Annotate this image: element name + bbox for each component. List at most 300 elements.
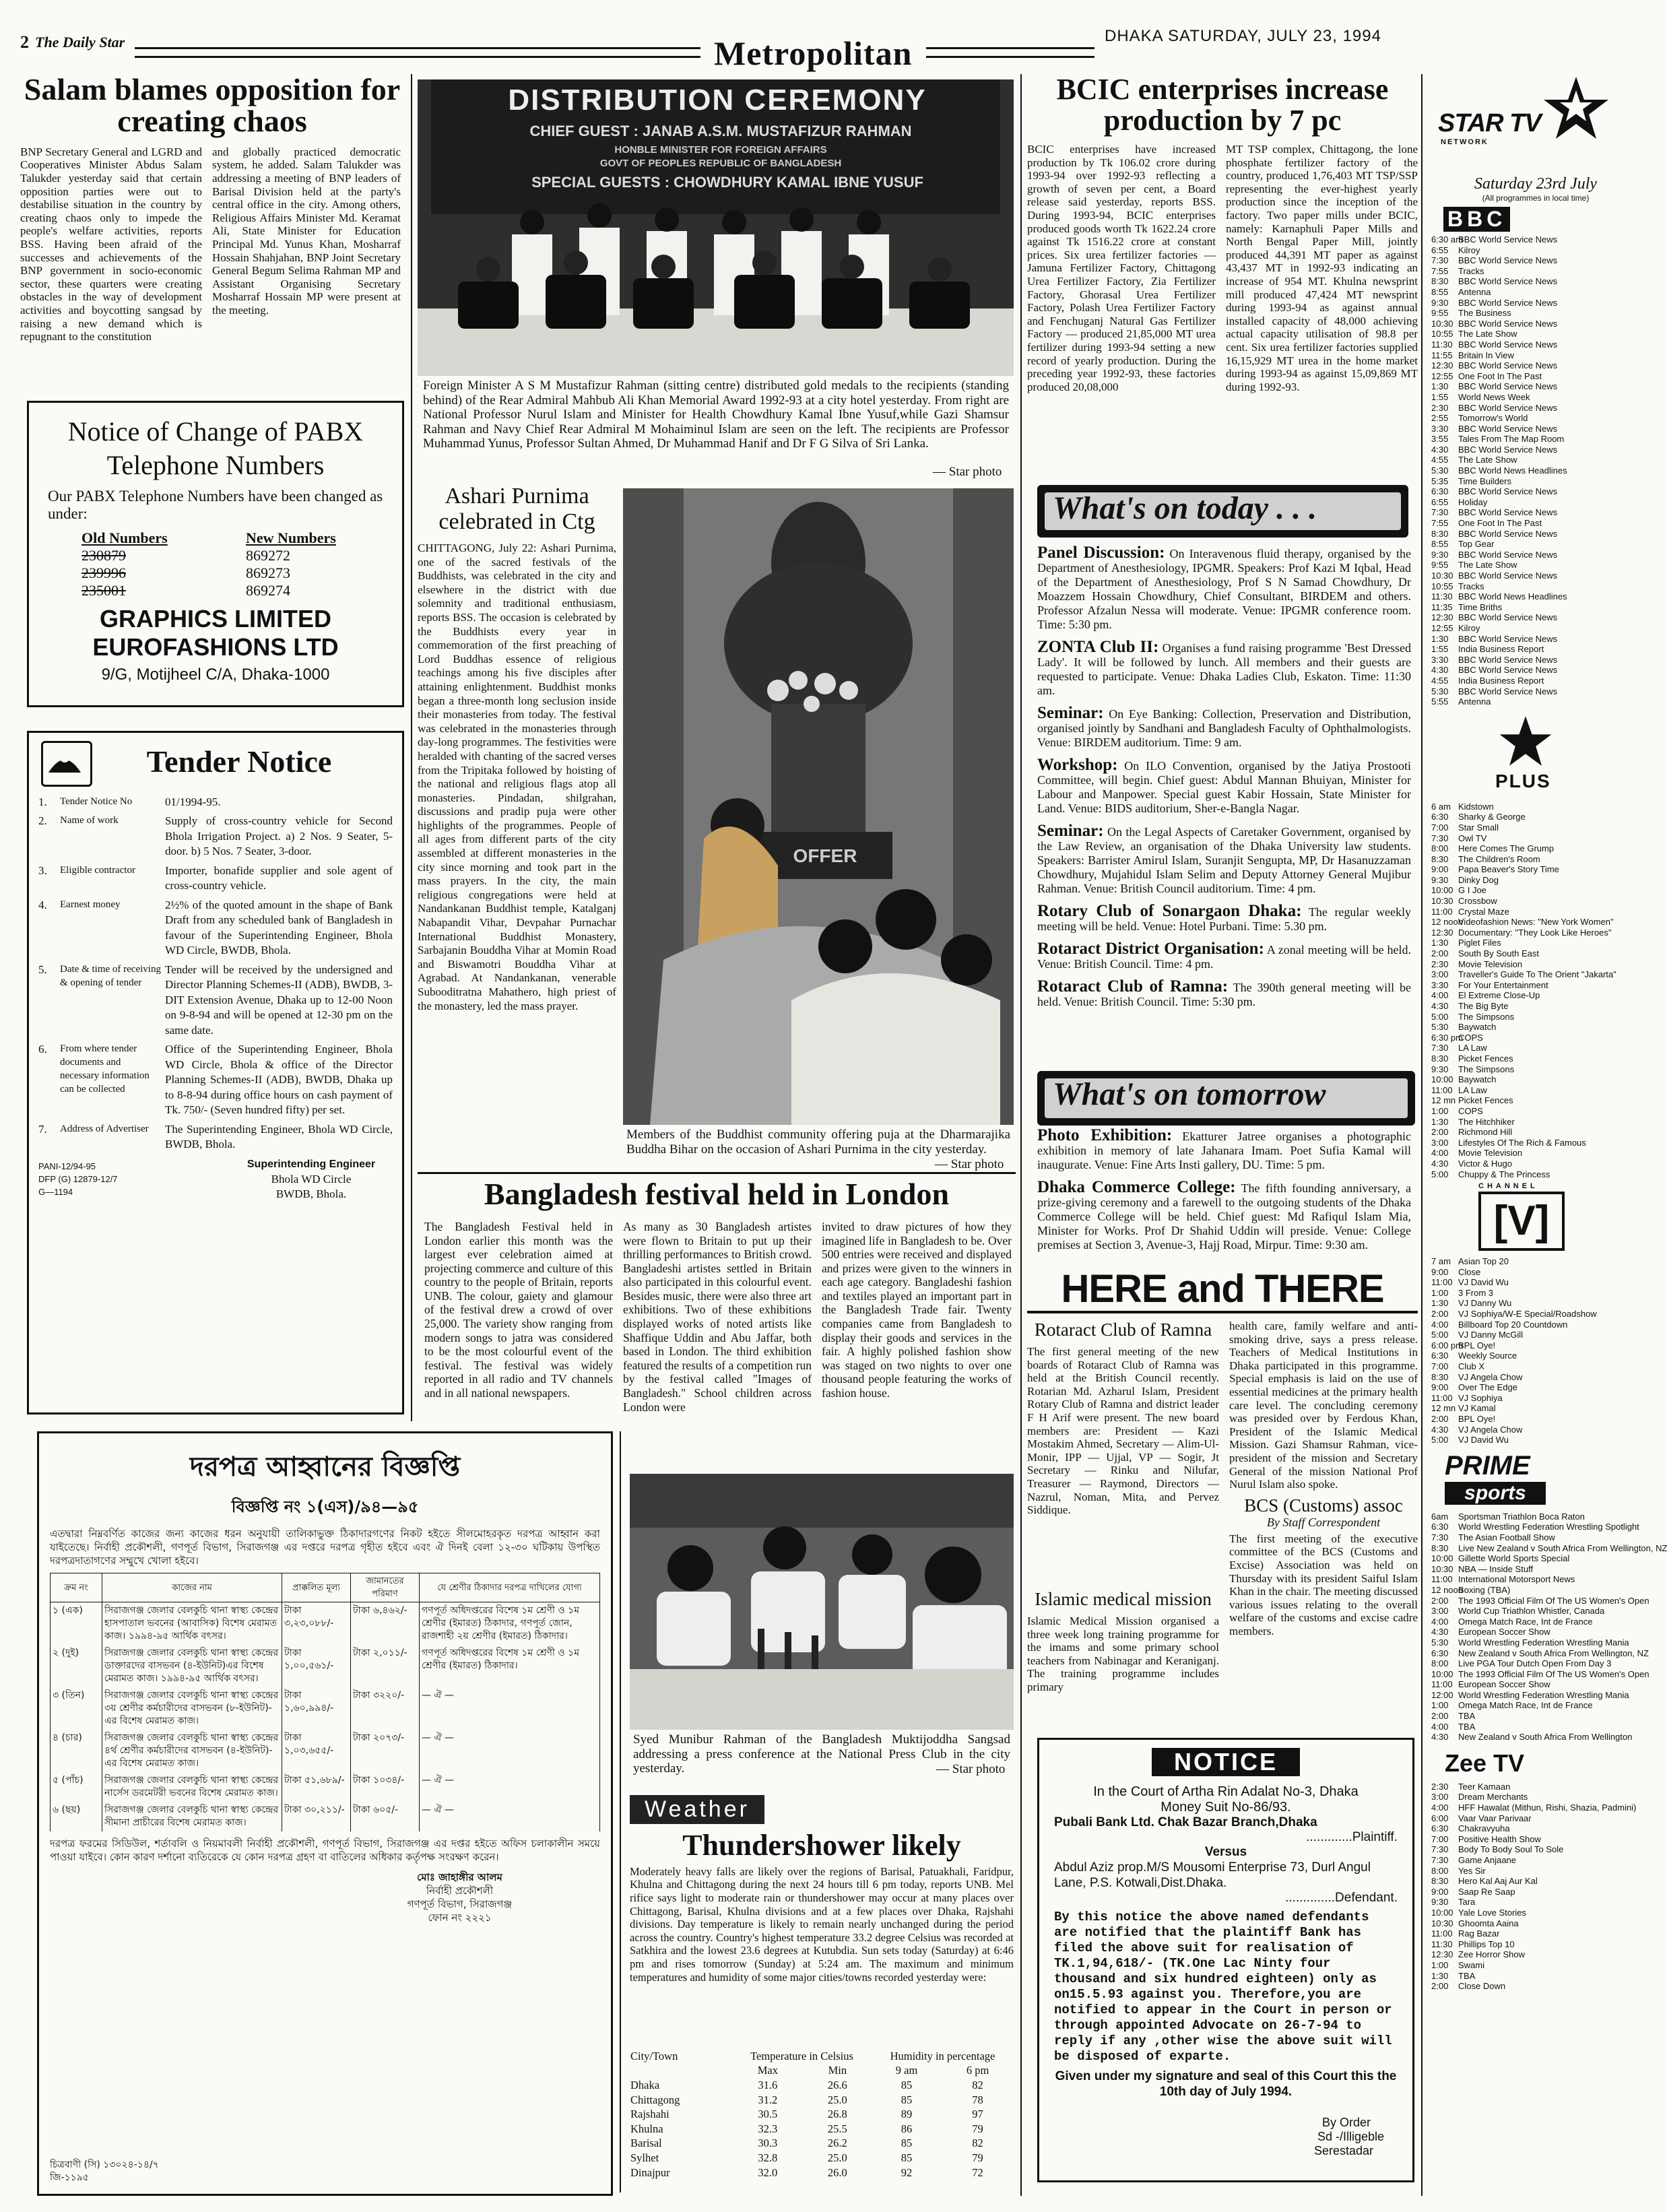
tv-programme: BBC World Service News	[1458, 276, 1558, 287]
tv-time: 5:35	[1431, 476, 1449, 486]
tv-programme: European Soccer Show	[1458, 1627, 1550, 1637]
tv-listing	[1431, 1053, 1640, 1064]
bengali-cell-n: ৩ (তিন)	[51, 1687, 102, 1730]
london-story	[418, 1179, 1016, 1453]
weather-col-temp: Temperature in Celsius	[750, 2049, 853, 2062]
bengali-cell-work: সিরাজগঞ্জ জেলার বেলকুচি থানা স্বাস্থ্য কেন্দ্রের নার্সেস ডরমেটরী ভবনের বিশেষ মেরামত কাজ।	[102, 1772, 282, 1802]
tv-time: 1:00	[1431, 1700, 1449, 1711]
tv-time: 7:00	[1431, 1361, 1449, 1372]
tv-listing	[1431, 266, 1640, 277]
tv-time: 2:00	[1431, 1981, 1449, 1992]
tv-programme: BBC World Service News	[1458, 234, 1558, 245]
tender-row-value: Tender will be received by the undersigned and Director Planning Schemes-II (ADB), BWDB, 3-DIT Extension Avenue, Dhaka up to 12-00 Noon on 9-8-94 and will be opened at 12-30 pm on the same date.	[165, 963, 393, 1037]
tender-row-num: 7.	[38, 1122, 47, 1136]
tv-programme: South By South East	[1458, 948, 1539, 959]
tv-listing	[1431, 1876, 1640, 1887]
tv-programme: Kilroy	[1458, 245, 1480, 255]
tv-programme: VJ Danny McGill	[1458, 1330, 1524, 1340]
bengali-cell-dep: টাকা ৩২২০/-	[351, 1687, 420, 1730]
tv-time: 4:00	[1431, 1802, 1449, 1813]
tv-programme: VJ Angela Chow	[1458, 1371, 1523, 1382]
tv-programme: Baywatch	[1458, 1074, 1497, 1085]
distribution-caption: Foreign Minister A S M Mustafizur Rahman (sitting centre) distributed gold medals to the recipients (standing behind) of the Rear Admiral Mahbub Ali Khan Memorial Award 1992-93 at a city hotel yesterday. From right are National Professor Nurul Islam and Minister for Health Chowdhury Kamal Ibne Yusuf,while Gazi Shamsur Rahman and Navy Chief Rear Admiral M Mohaiminul Islam are seen on the left. The recipients are Professor Muhammad Yunus, Professor Sultan Ahmed, Dr Muhammad Hanif and Dr F G Silva of Sri Lanka.	[423, 379, 1009, 451]
tv-programme: Kidstown	[1458, 801, 1494, 812]
tv-programme: Sharky & George	[1458, 812, 1526, 822]
event-name: Photo Exhibition:	[1037, 1126, 1173, 1144]
tv-time: 1:30	[1431, 1970, 1449, 1981]
bengali-signer-dept: গণপূর্ত বিভাগ, সিরাজগঞ্জ	[407, 1898, 513, 1910]
tv-programme: Star Small	[1458, 822, 1499, 833]
zee-logo: Zee TV	[1445, 1749, 1525, 1777]
tv-listing	[1431, 1085, 1640, 1096]
prime-sports: sports	[1445, 1482, 1546, 1505]
tv-listing	[1431, 980, 1640, 991]
tv-programme: Ghoomta Aaina	[1458, 1918, 1519, 1928]
islamic-body: Islamic Medical Mission organised a three week long training programme for the imams and some primary school teachers from Nabinagar and Keraniganj. The training programme includes primary	[1027, 1615, 1219, 1693]
tv-programme: BBC World Service News	[1458, 297, 1558, 308]
tv-listing	[1431, 1918, 1640, 1929]
event-name: Dhaka Commerce College:	[1037, 1178, 1236, 1196]
bengali-header: কাজের নাম	[102, 1573, 282, 1602]
rotaract-headline: Rotaract Club of Ramna	[1034, 1320, 1212, 1340]
tv-programme: BBC World Service News	[1458, 339, 1558, 350]
tv-time: 7:00	[1431, 822, 1449, 833]
bengali-cell-cost: টাকা ৫১,৬৮৯/-	[282, 1772, 351, 1802]
tv-listing	[1431, 644, 1640, 655]
prime-logo: PRIME	[1445, 1450, 1530, 1481]
tv-programme: COPS	[1458, 1032, 1483, 1043]
tender-row-label: From where tender documents and necessary information can be collected	[60, 1043, 150, 1095]
tv-listing	[1431, 948, 1640, 959]
tv-time: 7:30	[1431, 1532, 1449, 1542]
london-headline: Bangladesh festival held in London	[484, 1177, 950, 1211]
weather-cell-pm: 79	[972, 2122, 983, 2135]
tender-sign-3: BWDB, Bhola.	[275, 1187, 347, 1200]
weather-col-city: City/Town	[630, 2049, 678, 2062]
tv-time: 8:30	[1431, 1542, 1449, 1553]
tv-time: 5:30	[1431, 465, 1449, 476]
bengali-tender	[37, 1431, 613, 2196]
tv-programme: Antenna	[1458, 696, 1491, 707]
tv-listing	[1431, 1542, 1667, 1554]
tv-listing	[1431, 1564, 1640, 1575]
tender-table	[38, 793, 393, 1154]
v-schedule	[1431, 1256, 1640, 1445]
tomorrow-banner-text: What's on tomorrow	[1053, 1076, 1326, 1112]
tv-listing	[1431, 1372, 1640, 1383]
tv-time: 3:55	[1431, 434, 1449, 445]
tv-programme: Here Comes The Grump	[1458, 843, 1555, 854]
tv-listing	[1431, 591, 1640, 602]
tv-programme: Time Builders	[1458, 476, 1511, 486]
weather-cell-am: 86	[901, 2122, 913, 2135]
tv-listing	[1431, 1159, 1640, 1169]
tv-time: 5:00	[1431, 1330, 1449, 1340]
court-notice	[1037, 1738, 1414, 2182]
weather-table	[630, 2049, 1014, 2180]
tv-listing	[1431, 287, 1640, 298]
tv-programme: Yale Love Stories	[1458, 1907, 1526, 1918]
tv-programme: The 1993 Official Film Of The US Women's Open	[1458, 1668, 1649, 1679]
tv-listing	[1431, 350, 1640, 361]
tv-listing	[1431, 1532, 1640, 1543]
tv-listing	[1431, 1138, 1640, 1148]
tv-listing	[1431, 1595, 1649, 1606]
masthead	[20, 27, 1414, 72]
tender-row	[38, 896, 393, 961]
tv-programme: World Wrestling Federation Wrestling Mania	[1458, 1689, 1629, 1700]
bcic-headline: BCIC enterprises increase production by 7 pc	[1056, 73, 1389, 137]
tv-programme: The Hitchhiker	[1458, 1116, 1515, 1127]
tender-row-value: Supply of cross-country vehicle for Second Bhola Irrigation Project. a) 2 Nos. 9 Seater, 5-door. b) 5 Nos. 7 Seater, 3-door.	[165, 814, 393, 858]
bengali-cell-cost: টাকা ৩০,২১১/-	[282, 1802, 351, 1831]
tv-programme: G I Joe	[1458, 885, 1486, 896]
weather-label: Weather	[630, 1795, 764, 1824]
tv-listing	[1431, 581, 1640, 592]
tv-time: 11:30	[1431, 591, 1453, 602]
weather-section	[630, 1795, 1014, 2180]
tv-programme: Videofashion News: "New York Women"	[1458, 917, 1614, 928]
tv-programme: Top Gear	[1458, 539, 1495, 550]
tv-programme: VJ Sophiya/W-E Special/Roadshow	[1458, 1309, 1597, 1320]
star-plus-icon	[1499, 714, 1552, 768]
tv-programme: BPL Oye!	[1458, 1340, 1496, 1351]
tender-row-num: 1.	[38, 795, 47, 808]
bengali-cell-cost: টাকা ১,০০,৫৬১/-	[282, 1645, 351, 1687]
tv-listings	[1431, 74, 1667, 2196]
ashari-story	[418, 484, 616, 1229]
weather-cell-am: 85	[901, 2093, 913, 2106]
star-network: NETWORK	[1441, 138, 1489, 146]
pabx-title: Notice of Change of PABX Telephone Numbers	[67, 416, 364, 480]
tv-listing	[1431, 1668, 1649, 1680]
bcs-body: The first meeting of the executive committee of the BCS (Customs and Excise) Association was held on Thursday with its president Saiful Islam Khan in the chair. The meeting discussed various issues relating to the overall welfare of the customs and excise cadre members.	[1229, 1532, 1418, 1637]
tv-time: 9:00	[1431, 1886, 1449, 1897]
bengali-cell-cost: টাকা ১,০৩,৬৫৫/-	[282, 1730, 351, 1772]
tv-time: 6 am	[1431, 801, 1451, 812]
tv-time: 10:30	[1431, 318, 1453, 329]
tv-time: 5:30	[1431, 1637, 1449, 1648]
tv-listing	[1431, 1637, 1640, 1648]
weather-cell-max: 32.8	[758, 2151, 778, 2165]
notice-order: By Order	[1321, 2116, 1371, 2129]
tv-programme: Tracks	[1458, 581, 1484, 591]
bcic-story	[1027, 74, 1418, 480]
tender-sign-2: Bhola WD Circle	[271, 1172, 352, 1185]
event-text: A zonal meeting will be held. Venue: British Council. Time: 4 pm.	[1037, 943, 1411, 971]
tv-time: 12:30	[1431, 612, 1453, 623]
tv-programme: The Late Show	[1458, 329, 1517, 339]
tv-time: 4:00	[1431, 1616, 1449, 1627]
bengali-row	[51, 1687, 600, 1730]
bengali-cell-dep: টাকা ৬,৪৬২/-	[351, 1602, 420, 1646]
bengali-cell-dep: টাকা ২০৭৩/-	[351, 1730, 420, 1772]
tv-listing	[1431, 1834, 1640, 1845]
pabx-new-1: 869272	[246, 547, 290, 564]
plus-logo: PLUS	[1495, 770, 1551, 791]
pabx-old-3: 235001	[81, 582, 126, 599]
tv-time: 7:55	[1431, 265, 1449, 276]
tv-listing	[1431, 1169, 1640, 1180]
tv-time: 5:00	[1431, 1435, 1449, 1445]
bcic-col2: MT TSP complex, Chittagong, the lone phosphate fertilizer factory of the country, produced 1,76,403 MT TSP/SSP representing the ever-highest yearly production since the inception of the factory. Two paper mills under BCIC, namely: Karnaphuli Paper Mills and North Bengal Paper Mill, jointly produced 44,391 MT paper as against 43,437 MT in 1992-93 indicating an increase of 954 MT. Khulna newsprint mill produced 47,424 MT newsprint during 1993-94 as against annual installed capacity of 48,000 achieving actual capacity utilisation of 98.8 per cent. Six urea fertilizer factories supplied 16,15,929 MT urea in the home market during 1993-94 as against 15,09,869 MT during 1992-93.	[1226, 143, 1418, 393]
pabx-notice	[27, 401, 404, 707]
tv-time: 12 noon	[1431, 917, 1463, 928]
weather-cell-am: 92	[901, 2166, 913, 2179]
tv-listing	[1431, 1522, 1640, 1532]
tv-programme: BBC World Service News	[1458, 402, 1558, 413]
tv-listing	[1431, 1022, 1640, 1033]
event-text: On Eye Banking: Collection, Preservation and Distribution, organised jointly by Sandhani and Bangladesh Faculty of Ophthalmologists. Venue: BIRDEM auditorium. Time: 9 am.	[1037, 707, 1412, 749]
tv-listing	[1431, 339, 1640, 350]
tv-listing	[1431, 298, 1640, 308]
weather-cell-city: Dhaka	[630, 2079, 660, 2092]
tv-time: 4:30	[1431, 665, 1449, 676]
tv-listing	[1431, 371, 1640, 382]
tv-time: 2:00	[1431, 1414, 1449, 1424]
tv-listing	[1431, 854, 1640, 865]
ashari-credit: — Star photo	[935, 1157, 1004, 1171]
tv-programme: TBA	[1458, 1721, 1476, 1732]
tv-programme: VJ Kamal	[1458, 1403, 1496, 1414]
tv-listing	[1431, 1949, 1640, 1960]
tv-programme: LA Law	[1458, 1043, 1487, 1053]
tv-time: 8:00	[1431, 843, 1449, 854]
tv-listing	[1431, 518, 1640, 529]
tv-listing	[1431, 1117, 1640, 1128]
bcs-headline: BCS (Customs) assoc	[1244, 1495, 1403, 1516]
tender-row-num: 2.	[38, 814, 47, 828]
tv-programme: NBA — Inside Stuff	[1458, 1563, 1534, 1574]
tv-listing	[1431, 634, 1640, 645]
tv-listing	[1431, 413, 1640, 424]
weather-cell-min: 25.5	[827, 2122, 847, 2135]
tv-note: (All programmes in local time)	[1482, 193, 1590, 203]
tender-row	[38, 861, 393, 896]
tv-programme: Chakravyuha	[1458, 1823, 1510, 1834]
tv-listing	[1431, 864, 1640, 875]
weather-cell-city: Chittagong	[630, 2093, 680, 2106]
tv-programme: BBC World Service News	[1458, 381, 1558, 392]
today-events	[1037, 546, 1411, 1017]
tv-listing	[1431, 1064, 1640, 1075]
tv-time: 2:30	[1431, 402, 1449, 413]
tv-programme: Body To Body Soul To Sole	[1458, 1844, 1564, 1855]
tv-programme: BBC World Service News	[1458, 665, 1558, 676]
tv-time: 7:30	[1431, 507, 1449, 518]
bengali-header: প্রাক্কলিত মূল্য	[282, 1573, 351, 1602]
event-name: Rotaract Club of Ramna:	[1037, 977, 1229, 996]
weather-cell-am: 85	[901, 2079, 913, 2092]
tv-programme: Saap Re Saap	[1458, 1886, 1515, 1897]
tv-time: 4:55	[1431, 675, 1449, 686]
tv-time: 12:55	[1431, 622, 1453, 633]
bengali-cell-work: সিরাজগঞ্জ জেলার বেলকুচি থানা স্বাস্থ্য কেন্দ্রের ৩য় শ্রেণীর কর্মচারীদের বাসভবন (৮-ইউনিট)-এর বিশেষ মেরামত কাজ।	[102, 1687, 282, 1730]
event-text: The 390th general meeting will be held. Venue: British Council. Time: 5:30 pm.	[1037, 981, 1412, 1008]
tender-row-num: 5.	[38, 963, 47, 976]
pabx-new-2: 869273	[246, 564, 290, 581]
tv-programme: Billboard Top 20 Countdown	[1458, 1319, 1568, 1330]
tv-time: 5:30	[1431, 1022, 1449, 1033]
tv-time: 4:00	[1431, 990, 1449, 1001]
weather-cell-am: 85	[901, 2151, 913, 2165]
tv-programme: VJ Angela Chow	[1458, 1424, 1523, 1435]
tv-programme: Owl TV	[1458, 833, 1487, 843]
islamic-headline: Islamic medical mission	[1035, 1589, 1212, 1609]
tv-programme: The 1993 Official Film Of The US Women's Open	[1458, 1595, 1649, 1606]
tv-time: 10:00	[1431, 1553, 1453, 1564]
tv-time: 11:00	[1431, 1928, 1453, 1939]
weather-cell-city: Sylhet	[630, 2151, 659, 2165]
tv-time: 1:00	[1431, 1959, 1449, 1970]
tv-time: 7:30	[1431, 255, 1449, 266]
tv-listing	[1431, 1148, 1640, 1159]
tv-listing	[1431, 329, 1640, 339]
tv-time: 11:30	[1431, 1939, 1453, 1949]
tv-listing	[1431, 1981, 1640, 1992]
tv-time: 7:30	[1431, 1844, 1449, 1855]
weather-row	[630, 2136, 1014, 2151]
tv-time: 7:00	[1431, 1833, 1449, 1844]
tv-time: 10:00	[1431, 1668, 1453, 1679]
tv-listing	[1431, 360, 1640, 371]
weather-row	[630, 2166, 1014, 2180]
tv-programme: The Simpsons	[1458, 1064, 1515, 1074]
tv-listing	[1431, 1001, 1640, 1012]
event-item	[1037, 640, 1411, 698]
tv-listing	[1431, 1256, 1640, 1267]
tender-row-label: Tender Notice No	[60, 795, 133, 807]
tv-time: 1:55	[1431, 391, 1449, 402]
event-item	[1037, 979, 1411, 1009]
tv-listing	[1431, 1393, 1640, 1404]
channel-v-logo: [V]	[1478, 1192, 1565, 1251]
tv-listing	[1431, 1340, 1640, 1351]
weather-cell-am: 85	[901, 2137, 913, 2150]
tv-time: 8:55	[1431, 539, 1449, 550]
muktijoddha-caption: Syed Munibur Rahman of the Bangladesh Muktijoddha Sangsad addressing a press conference at the National Press Club in the city yesterday.	[633, 1732, 1010, 1776]
weather-sub-min: Min	[828, 2064, 847, 2077]
tv-time: 11:30	[1431, 339, 1453, 350]
tv-time: 6:30	[1431, 1522, 1449, 1532]
tv-programme: BBC World Service News	[1458, 444, 1558, 455]
tv-programme: Movie Television	[1458, 1148, 1523, 1159]
tv-time: 4:00	[1431, 1721, 1449, 1732]
weather-cell-max: 30.5	[758, 2108, 778, 2121]
bengali-cell-cost: টাকা ৩,২৩,০৮৮/-	[282, 1602, 351, 1646]
tv-time: 2:00	[1431, 1711, 1449, 1722]
event-name: Rotaract District Organisation:	[1037, 940, 1264, 958]
tv-programme: BBC World Service News	[1458, 318, 1558, 329]
pabx-new-3: 869274	[246, 582, 290, 599]
weather-sub-max: Max	[757, 2064, 778, 2077]
weather-cell-max: 31.2	[758, 2093, 778, 2106]
tv-time: 11:35	[1431, 601, 1453, 612]
tv-time: 12:30	[1431, 1949, 1453, 1960]
tender-code-1: PANI-12/94-95	[38, 1161, 96, 1171]
banner-line-1: DISTRIBUTION CEREMONY	[508, 84, 927, 117]
weather-cell-city: Rajshahi	[630, 2108, 669, 2121]
tv-time: 8:30	[1431, 853, 1449, 864]
tv-listing	[1431, 1012, 1640, 1022]
tv-listing	[1431, 486, 1640, 497]
ashari-caption: Members of the Buddhist community offering puja at the Dharmarajika Buddha Bihar on the occasion of Ashari Purnima in the city yesterday.	[626, 1128, 1010, 1157]
ashari-headline: Ashari Purnima celebrated in Ctg	[438, 484, 595, 534]
bengali-cell-class: গণপূর্ত অধিদপ্তরের বিশেষ ১ম শ্রেণী ও ১ম শ্রেণীর (ইমারত) ঠিকাদার।	[420, 1645, 600, 1687]
bengali-cell-work: সিরাজগঞ্জ জেলার বেলকুচি থানা স্বাস্থ্য কেন্দ্রের সীমানা প্রাচীরের বিশেষ মেরামত কাজ।	[102, 1802, 282, 1831]
bengali-signer-title: নির্বাহী প্রকৌশলী	[426, 1885, 494, 1897]
weather-cell-pm: 79	[972, 2151, 983, 2165]
tv-time: 6:00	[1431, 1813, 1449, 1823]
tv-programme: Live PGA Tour Dutch Open From Day 3	[1458, 1658, 1612, 1669]
tv-time: 9:30	[1431, 1897, 1449, 1908]
tv-programme: LA Law	[1458, 1084, 1487, 1095]
bengali-cell-work: সিরাজগঞ্জ জেলার বেলকুচি থানা স্বাস্থ্য কেন্দ্রের হাসপাতাল ভবনের (আবাসিক) বিশেষ মেরামত কাজ। ১৯৯৪-৯৫ আর্থিক বৎসর।	[102, 1602, 282, 1646]
tv-listing	[1431, 1309, 1640, 1320]
event-name: Workshop:	[1037, 756, 1118, 774]
tv-programme: BBC World Service News	[1458, 423, 1558, 434]
tv-programme: Baywatch	[1458, 1022, 1497, 1033]
bengali-cell-class: — ঐ —	[420, 1772, 600, 1802]
tv-time: 11:00	[1431, 1277, 1453, 1288]
tv-programme: BBC World Service News	[1458, 528, 1558, 539]
tv-programme: Rag Bazar	[1458, 1928, 1500, 1939]
tv-listing	[1431, 529, 1640, 540]
tv-listing	[1431, 1690, 1640, 1701]
tv-listing	[1431, 381, 1640, 392]
bengali-cell-n: ২ (দুই)	[51, 1645, 102, 1687]
tv-programme: COPS	[1458, 1105, 1483, 1116]
weather-cell-city: Khulna	[630, 2122, 663, 2135]
bengali-header: ক্রম নং	[51, 1573, 102, 1602]
tv-time: 9:30	[1431, 297, 1449, 308]
tv-time: 10:00	[1431, 1907, 1453, 1918]
tv-programme: Movie Television	[1458, 958, 1523, 969]
tv-time: 9:00	[1431, 864, 1449, 875]
channel-v-label: CHANNEL	[1478, 1182, 1538, 1191]
notice-plaintiff: Pubali Bank Ltd. Chak Bazar Branch,Dhaka	[1054, 1815, 1317, 1829]
tv-time: 11:00	[1431, 1084, 1453, 1095]
tv-programme: BBC World Service News	[1458, 633, 1558, 644]
tv-listing	[1431, 990, 1640, 1001]
weather-col-hum: Humidity in percentage	[890, 2049, 995, 2062]
tv-listing	[1431, 602, 1640, 613]
tv-listing	[1431, 1511, 1640, 1522]
distribution-credit: — Star photo	[933, 465, 1002, 479]
tv-listing	[1431, 455, 1640, 465]
tv-listing	[1431, 424, 1640, 434]
tv-listing	[1431, 1127, 1640, 1138]
event-text: Organises a fund raising programme 'Best Dressed Lady'. It will be followed by lunch. All members and their guests are requested to participate. Venue: Dhaka Ladies Club, Eskaton. Time: 11:30 am.	[1037, 641, 1412, 697]
tender-row-num: 3.	[38, 864, 47, 877]
tender-row-label: Date & time of receiving & opening of tender	[60, 963, 161, 988]
tv-programme: TBA	[1458, 1970, 1476, 1981]
notice-suit: Money Suit No-86/93.	[1161, 1800, 1291, 1815]
whats-on-tomorrow-banner	[1037, 1071, 1415, 1126]
tv-time: 9:00	[1431, 1266, 1449, 1277]
tv-listing	[1431, 885, 1640, 896]
tv-listing	[1431, 1722, 1640, 1732]
tender-title: Tender Notice	[146, 744, 332, 779]
tv-programme: Weekly Source	[1458, 1351, 1517, 1361]
tv-time: 2:55	[1431, 413, 1449, 424]
tv-listing	[1431, 959, 1640, 970]
tv-listing	[1431, 1658, 1640, 1669]
tv-listing	[1431, 843, 1640, 854]
tv-time: 1:30	[1431, 1298, 1449, 1309]
muktijoddha-credit: — Star photo	[936, 1762, 1006, 1776]
notice-sign-title: Serestadar	[1313, 2144, 1373, 2157]
